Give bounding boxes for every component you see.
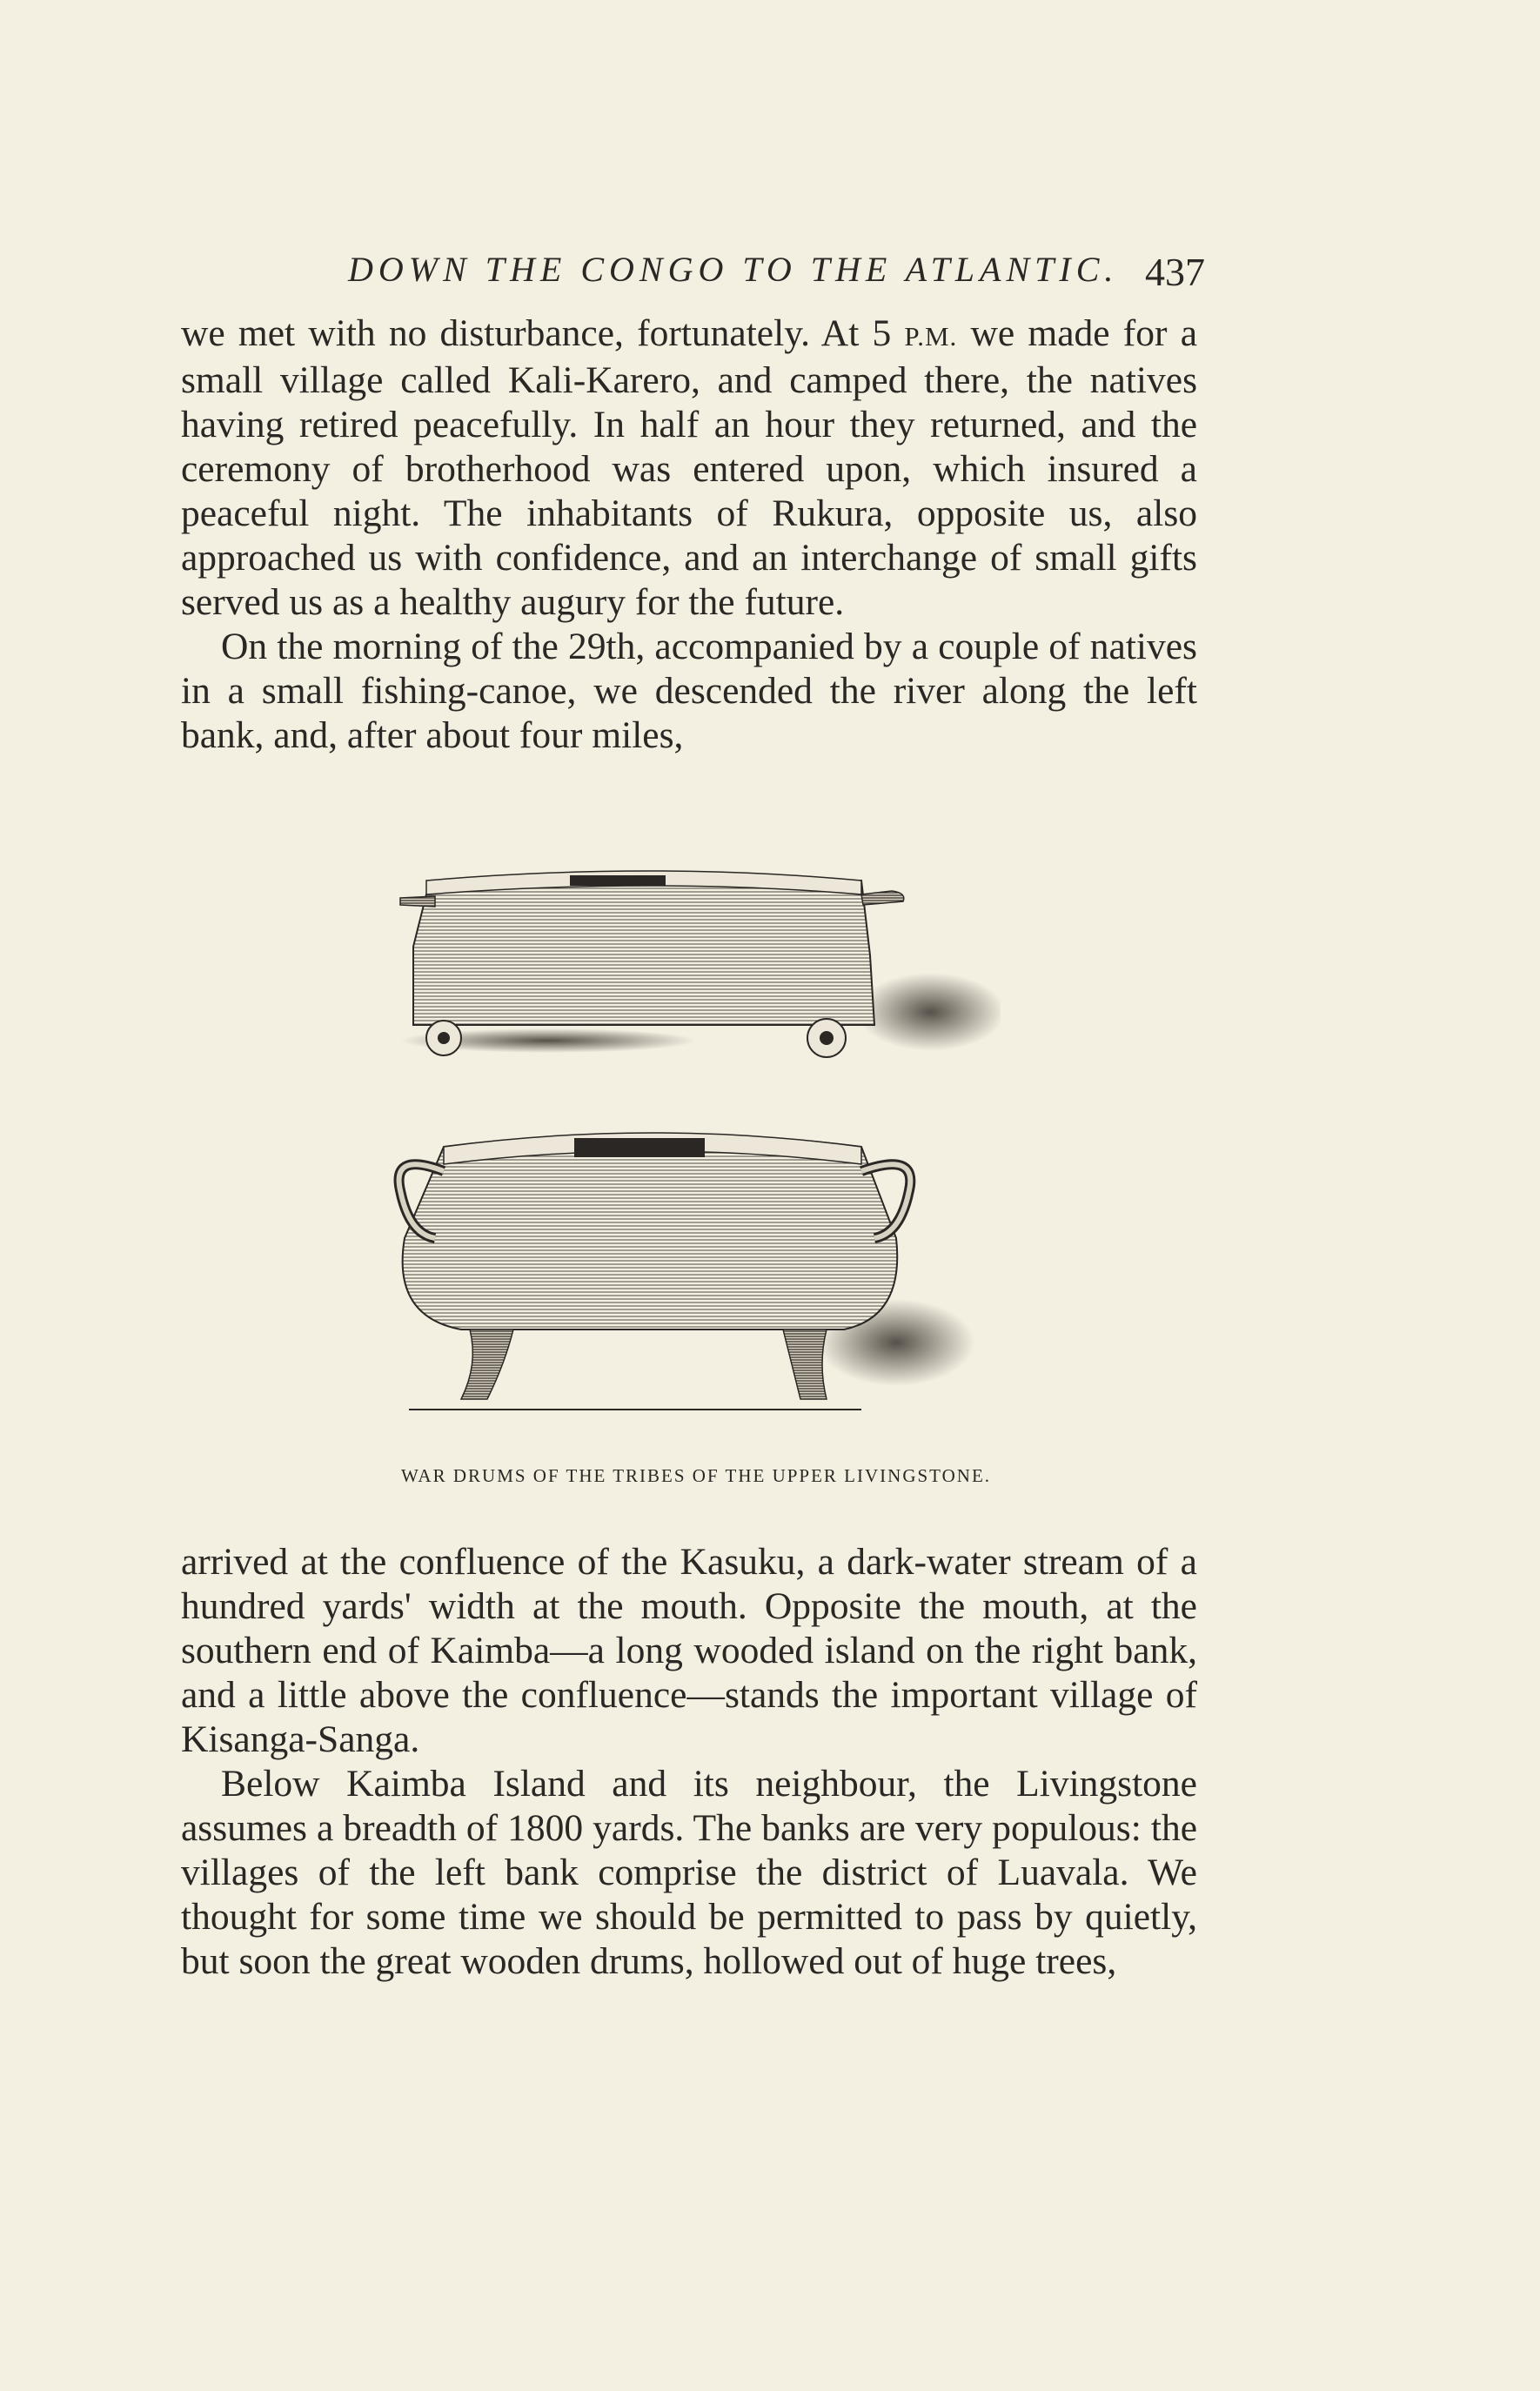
text-block-bottom: [181, 1540, 1197, 1984]
running-title: DOWN THE CONGO TO THE ATLANTIC.: [348, 250, 1119, 289]
page-header: [339, 249, 1205, 301]
figure-caption: WAR DRUMS OF THE TRIBES OF THE UPPER LIVINGSTONE.: [400, 1465, 992, 1486]
paragraph: On the morning of the 29th, accompanied by a couple of natives in a small fishing-canoe, we descended the river along the left bank, and, after about four miles,: [181, 626, 1197, 756]
paragraph: Below Kaimba Island and its neighbour, the Livingstone assumes a breadth of 1800 yards. The banks are very populous: the villages of the left bank comprise the district of Luavala. We thought for some time we should be permitted to pass by quietly, but soon the great wooden drums, hollowed out of huge trees,: [181, 1763, 1197, 1982]
drum-legged-icon: [399, 1133, 974, 1410]
page-number: 437: [1145, 250, 1205, 294]
war-drums-illustration: [374, 842, 1001, 1434]
time-abbreviation: P.M.: [904, 321, 958, 352]
text-block-top: [181, 311, 1197, 758]
paragraph: arrived at the confluence of the Kasuku, a dark-water stream of a hundred yards' width at the mouth. Opposite the mouth, at the southern end of Kaimba—a long wooded island on the right bank, and a little above the confluence—stands the important village of Kisanga-Sanga.: [181, 1541, 1197, 1760]
paragraph: we met with no disturbance, fortunately. At 5 P.M. we made for a small village called Kali-Karero, and camped there, the natives having retired peacefully. In half an hour they returned, and the ceremony of brotherhood was entered upon, which insured a peaceful night. The inhabitants of Rukura, opposite us, also approached us with confidence, and an interchange of small gifts served us as a healthy augury for the future.: [181, 312, 1197, 623]
drum-trough-icon: [400, 871, 1001, 1057]
